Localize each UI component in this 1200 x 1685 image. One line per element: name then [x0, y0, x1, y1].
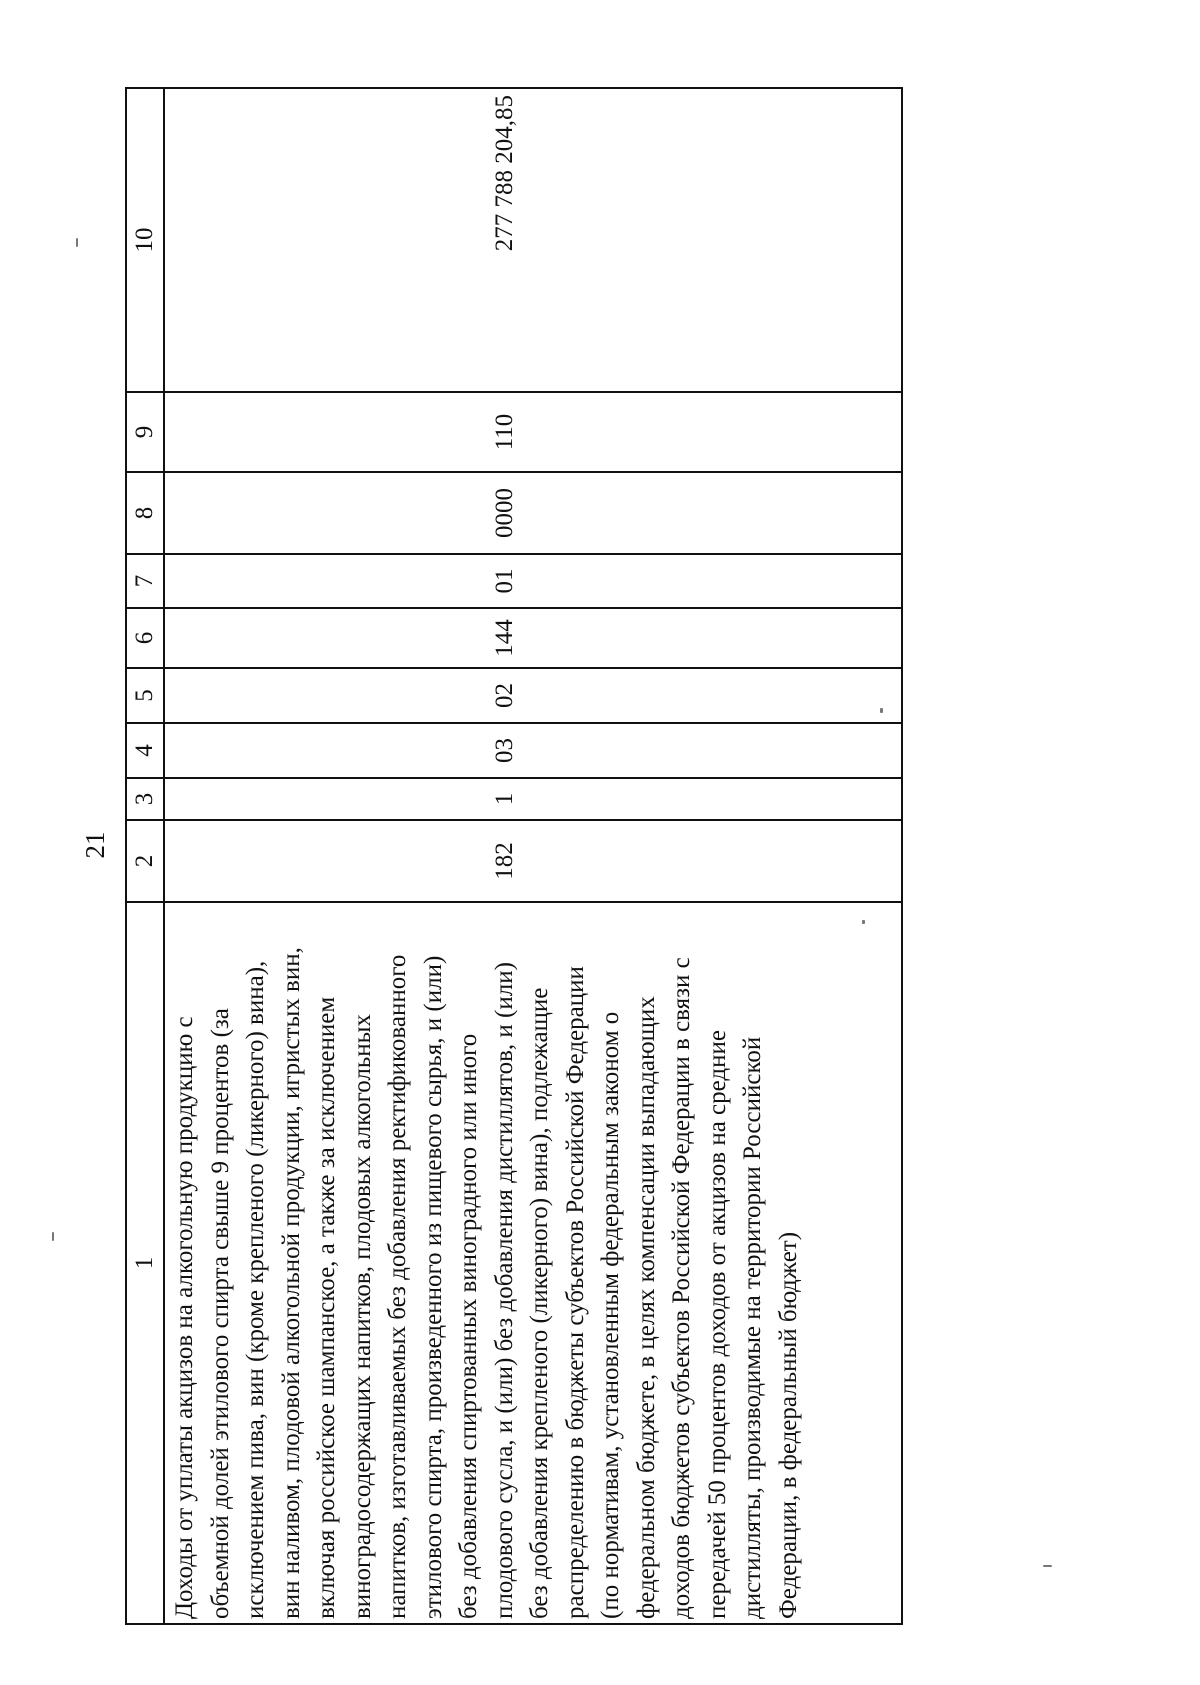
description-line: Федерации, в федеральный бюджет) [774, 1231, 802, 1619]
scan-speck [76, 238, 78, 247]
element-code-cell: 01 [164, 554, 902, 608]
description-line: Доходы от уплаты акцизов на алкогольную продукцию с [171, 1016, 198, 1619]
description-line: включая российское шампанское, а также за исключением [313, 996, 340, 1619]
amount-cell: 277 788 204,85 [164, 88, 902, 392]
column-number-row [126, 88, 164, 1624]
column-number: 7 [126, 554, 164, 608]
column-number: 5 [126, 668, 164, 723]
rotated-content [80, 60, 920, 1640]
column-number: 2 [126, 820, 164, 902]
program-code-cell: 0000 [164, 472, 902, 554]
scan-speck [1043, 1565, 1052, 1567]
column-number: 9 [126, 392, 164, 472]
description-line: доходов бюджетов субъектов Российской Федерации в связи с [668, 957, 695, 1619]
subgroup-code-cell: 03 [164, 723, 902, 778]
description-line: объемной долей этилового спирта свыше 9 процентов (за [206, 1008, 234, 1619]
description-line: этилового спирта, произведенного из пищевого сырья, и (или) [419, 955, 447, 1619]
column-number: 4 [126, 723, 164, 778]
column-number: 6 [126, 608, 164, 668]
description-line: без добавления крепленого (ликерного) вина), подлежащие [526, 987, 553, 1619]
description-line: без добавления спиртованных виноградного или иного [455, 1033, 482, 1619]
subarticle-code-cell: 144 [164, 608, 902, 668]
group-code-cell: 1 [164, 778, 902, 820]
column-number: 3 [126, 778, 164, 820]
description-line: распределению в бюджеты субъектов Российской Федерации [561, 966, 589, 1619]
description-line: дистилляты, производимые на территории Российской [739, 1036, 766, 1619]
economic-code-cell: 110 [164, 392, 902, 472]
description-line: напитков, изготавливаемых без добавления ректификованного [384, 954, 411, 1619]
description-line: передачей 50 процентов доходов от акцизов на средние [703, 1030, 731, 1619]
article-code-cell: 02 [164, 668, 902, 723]
budget-table [125, 95, 903, 1625]
column-number: 1 [126, 902, 164, 1624]
description-line: федеральном бюджете, в целях компенсации выпадающих [632, 996, 660, 1619]
scan-speck [52, 1232, 54, 1241]
budget-table-grid [125, 87, 903, 1625]
description-line: исключением пива, вин (кроме крепленого (ликерного) вина), [242, 960, 269, 1619]
description-line: виноградосодержащих напитков, плодовых алкогольных [348, 1014, 376, 1619]
column-number: 8 [126, 472, 164, 554]
admin-code-cell: 182 [164, 820, 902, 902]
column-number: 10 [126, 88, 164, 392]
revenue-description [164, 902, 902, 1624]
description-line: (по нормативам, установленным федеральным законом о [597, 1011, 624, 1619]
page-number: 21 [80, 831, 110, 859]
description-line: плодового сусла, и (или) без добавления дистиллятов, и (или) [490, 962, 518, 1619]
table-row [164, 88, 902, 1624]
description-line: вин наливом, плодовой алкогольной продукции, игристых вин, [277, 947, 305, 1619]
